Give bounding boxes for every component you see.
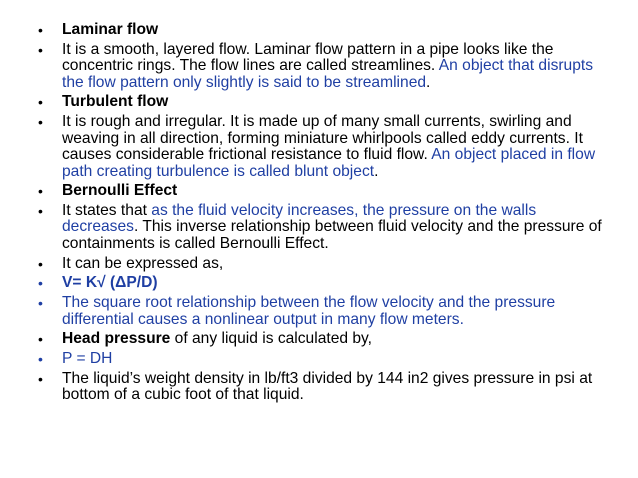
bullet-item-velocity-formula xyxy=(38,275,608,292)
highlighted-text: An object placed in flow path creating turbulence is called blunt object xyxy=(62,146,596,180)
body-text: . xyxy=(374,162,379,180)
bullet-item-weight-density xyxy=(38,371,608,404)
formula-text: V= K√ (ΔP/D) xyxy=(62,274,158,292)
body-text: . This inverse relationship between fluid velocity and the pressure of containments is called Bernoulli Effect. xyxy=(62,218,602,252)
bullet-item-turbulent-flow-heading xyxy=(38,94,608,111)
bullet-dot-icon: • xyxy=(38,331,43,348)
bullet-item-bernoulli-effect-heading xyxy=(38,183,608,200)
bullet-dot-icon: • xyxy=(38,350,43,367)
bullet-dot-icon: • xyxy=(38,295,43,311)
body-text: The liquid’s weight density in lb/ft3 divided by 144 in2 gives pressure in psi at bottom of a cubic foot of that liquid. xyxy=(62,369,593,404)
bullet-dot-icon: • xyxy=(38,370,43,387)
body-text: It states that xyxy=(62,201,152,219)
heading-text: Head pressure xyxy=(62,330,171,348)
bullet-item-pressure-formula xyxy=(38,351,608,368)
heading-text: Laminar flow xyxy=(62,21,159,38)
bullet-dot-icon: • xyxy=(38,183,43,200)
bullet-item-square-root-relationship xyxy=(38,295,608,328)
bullet-item-expression-intro xyxy=(38,256,608,273)
highlighted-text: An object that disrupts the flow pattern only slightly is said to be streamlined xyxy=(62,57,594,91)
body-text: It is a smooth, layered flow. Laminar flow pattern in a pipe looks like the concentric rings. The flow lines are called streamlines. xyxy=(62,40,554,75)
bullet-dot-icon: • xyxy=(38,22,43,38)
heading-text: Bernoulli Effect xyxy=(62,182,178,200)
bullet-dot-icon: • xyxy=(38,275,43,292)
bullet-item-laminar-flow-heading xyxy=(38,22,608,39)
body-text: It can be expressed as, xyxy=(62,254,224,272)
heading-text: Turbulent flow xyxy=(62,93,169,111)
bullet-item-bernoulli-effect-description xyxy=(38,203,608,253)
highlighted-text: The square root relationship between the flow velocity and the pressure differential causes a nonlinear output in many flow meters. xyxy=(62,294,556,328)
body-text: of any liquid is calculated by, xyxy=(170,330,373,348)
formula-text: P = DH xyxy=(62,349,113,367)
bullet-list xyxy=(38,22,608,407)
bullet-dot-icon: • xyxy=(38,114,43,131)
bullet-item-laminar-flow-description xyxy=(38,42,608,92)
body-text: It is rough and irregular. It is made up of many small currents, swirling and weaving in all direction, forming miniature whirlpools called eddy currents. It causes considerable frictional resistance to fluid flow. xyxy=(62,113,583,164)
bullet-item-turbulent-flow-description xyxy=(38,114,608,180)
bullet-dot-icon: • xyxy=(38,255,43,272)
bullet-dot-icon: • xyxy=(38,41,43,58)
bullet-dot-icon: • xyxy=(38,202,43,219)
body-text: . xyxy=(426,73,431,91)
bullet-item-head-pressure xyxy=(38,331,608,348)
bullet-dot-icon: • xyxy=(38,94,43,111)
highlighted-text: as the fluid velocity increases, the pressure on the walls decreases xyxy=(62,201,537,236)
